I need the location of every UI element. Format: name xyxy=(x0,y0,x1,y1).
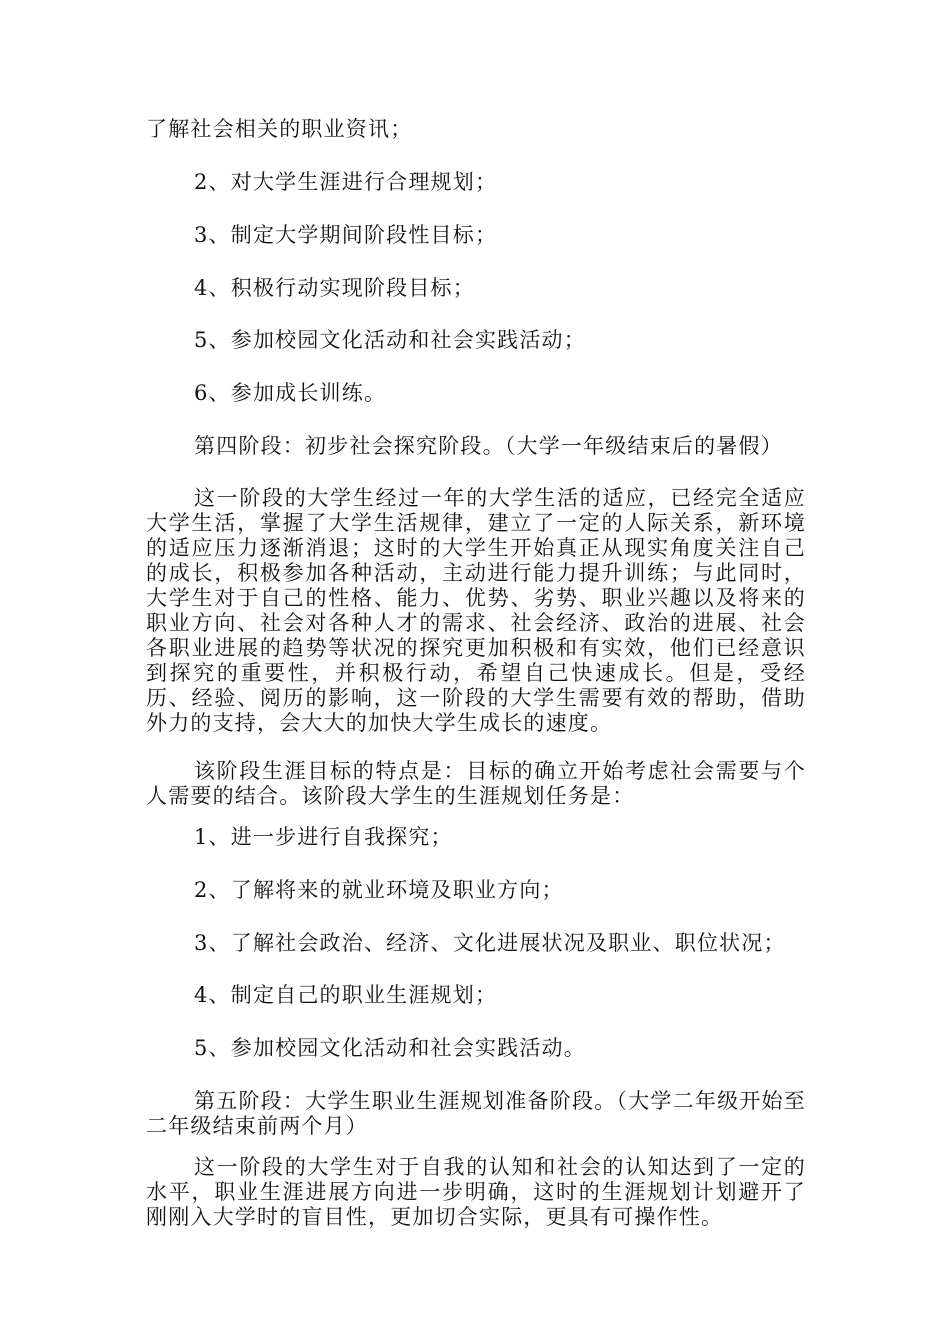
section-heading-stage-five: 第五阶段：大学生职业生涯规划准备阶段。（大学二年级开始至二年级结束前两个月） xyxy=(146,1089,806,1138)
list-item-growth-training: 6、参加成长训练。 xyxy=(194,381,387,405)
paragraph-career-info: 了解社会相关的职业资讯； xyxy=(146,117,413,141)
list-item-social-conditions: 3、了解社会政治、经济、文化进展状况及职业、职位状况； xyxy=(194,931,786,955)
list-item-campus-activities: 5、参加校园文化活动和社会实践活动； xyxy=(194,328,586,352)
paragraph-stage-four-description: 这一阶段的大学生经过一年的大学生活的适应，已经完全适应大学生活，掌握了大学生活规律，建立了一定的人际关系，新环境的适应压力逐渐消退；这时的大学生开始真正从现实角度关注自己的成长，积极参加各种活动，主动进行能力提升训练；与此同时，大学生对于自己的性格、能力、优势、劣势、职业兴趣以及将来的职业方向、社会对各种人才的需求、社会经济、政治的进展、社会各职业进展的趋势等状况的探究更加积极和有实效，他们已经意识到探究的重要性，并积极行动，希望自己快速成长。但是，受经历、经验、阅历的影响，这一阶段的大学生需要有效的帮助，借助外力的支持，会大大的加快大学生成长的速度。 xyxy=(146,486,806,735)
section-heading-stage-four: 第四阶段：初步社会探究阶段。（大学一年级结束后的暑假） xyxy=(194,434,783,458)
list-item-campus-activities-2: 5、参加校园文化活动和社会实践活动。 xyxy=(194,1036,586,1060)
list-item-set-goals: 3、制定大学期间阶段性目标； xyxy=(194,223,498,247)
list-item-plan-career: 2、对大学生涯进行合理规划； xyxy=(194,170,498,194)
list-item-employment-environment: 2、了解将来的就业环境及职业方向； xyxy=(194,878,564,902)
list-item-act-goals: 4、积极行动实现阶段目标； xyxy=(194,276,475,300)
list-item-self-exploration: 1、进一步进行自我探究； xyxy=(194,825,453,849)
paragraph-stage-four-goals: 该阶段生涯目标的特点是：目标的确立开始考虑社会需要与个人需要的结合。该阶段大学生的生涯规划任务是： xyxy=(146,759,806,808)
paragraph-stage-five-description: 这一阶段的大学生对于自我的认知和社会的认知达到了一定的水平，职业生涯进展方向进一步明确，这时的生涯规划计划避开了刚刚入大学时的盲目性，更加切合实际，更具有可操作性。 xyxy=(146,1155,806,1229)
list-item-career-planning: 4、制定自己的职业生涯规划； xyxy=(194,983,498,1007)
